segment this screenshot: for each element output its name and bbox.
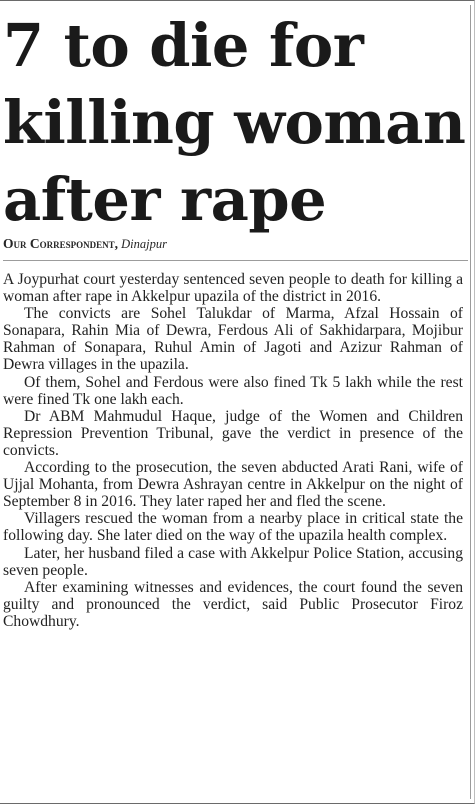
story-paragraph: Later, her husband filed a case with Akkelpur Police Station, accusing seven people. [3, 544, 463, 579]
column-rule [470, 5, 471, 799]
story-body [3, 271, 463, 630]
story-paragraph: Villagers rescued the woman from a nearby place in critical state the following day. She later died on the way of the upazila health complex. [3, 510, 463, 545]
story-paragraph: A Joypurhat court yesterday sentenced seven people to death for killing a woman after rape in Akkelpur upazila of the district in 2016. [3, 271, 463, 306]
headline-line-2: killing woman [3, 88, 466, 157]
headline-line-1: 7 to die for [3, 11, 364, 80]
story-paragraph: Of them, Sohel and Ferdous were also fined Tk 5 lakh while the rest were fined Tk one lakh each. [3, 373, 463, 408]
story-paragraph: After examining witnesses and evidences, the court found the seven guilty and pronounced the verdict, said Public Prosecutor Firoz Chowdhury. [3, 578, 463, 630]
story-paragraph: Dr ABM Mahmudul Haque, judge of the Women and Children Repression Prevention Tribunal, gave the verdict in presence of the convicts. [3, 407, 463, 459]
story-paragraph: According to the prosecution, the seven abducted Arati Rani, wife of Ujjal Mohanta, from Dewra Ashrayan centre in Akkelpur on the night of September 8 in 2016. They later raped her and fled the scene. [3, 459, 463, 511]
byline-divider [3, 260, 468, 261]
byline-author: Our Correspondent, [3, 236, 119, 251]
byline [3, 235, 468, 253]
byline-location: Dinajpur [121, 237, 167, 251]
headline-line-3: after rape [3, 165, 327, 234]
headline [3, 7, 468, 238]
story-paragraph: The convicts are Sohel Talukdar of Marma, Afzal Hossain of Sonapara, Rahin Mia of Dewra, Ferdous Ali of Sakhidarpara, Mojibur Rahman of Sonapara, Ruhul Amin of Jagoti and Azizur Rahman of Dewra villages in the upazila. [3, 305, 463, 374]
